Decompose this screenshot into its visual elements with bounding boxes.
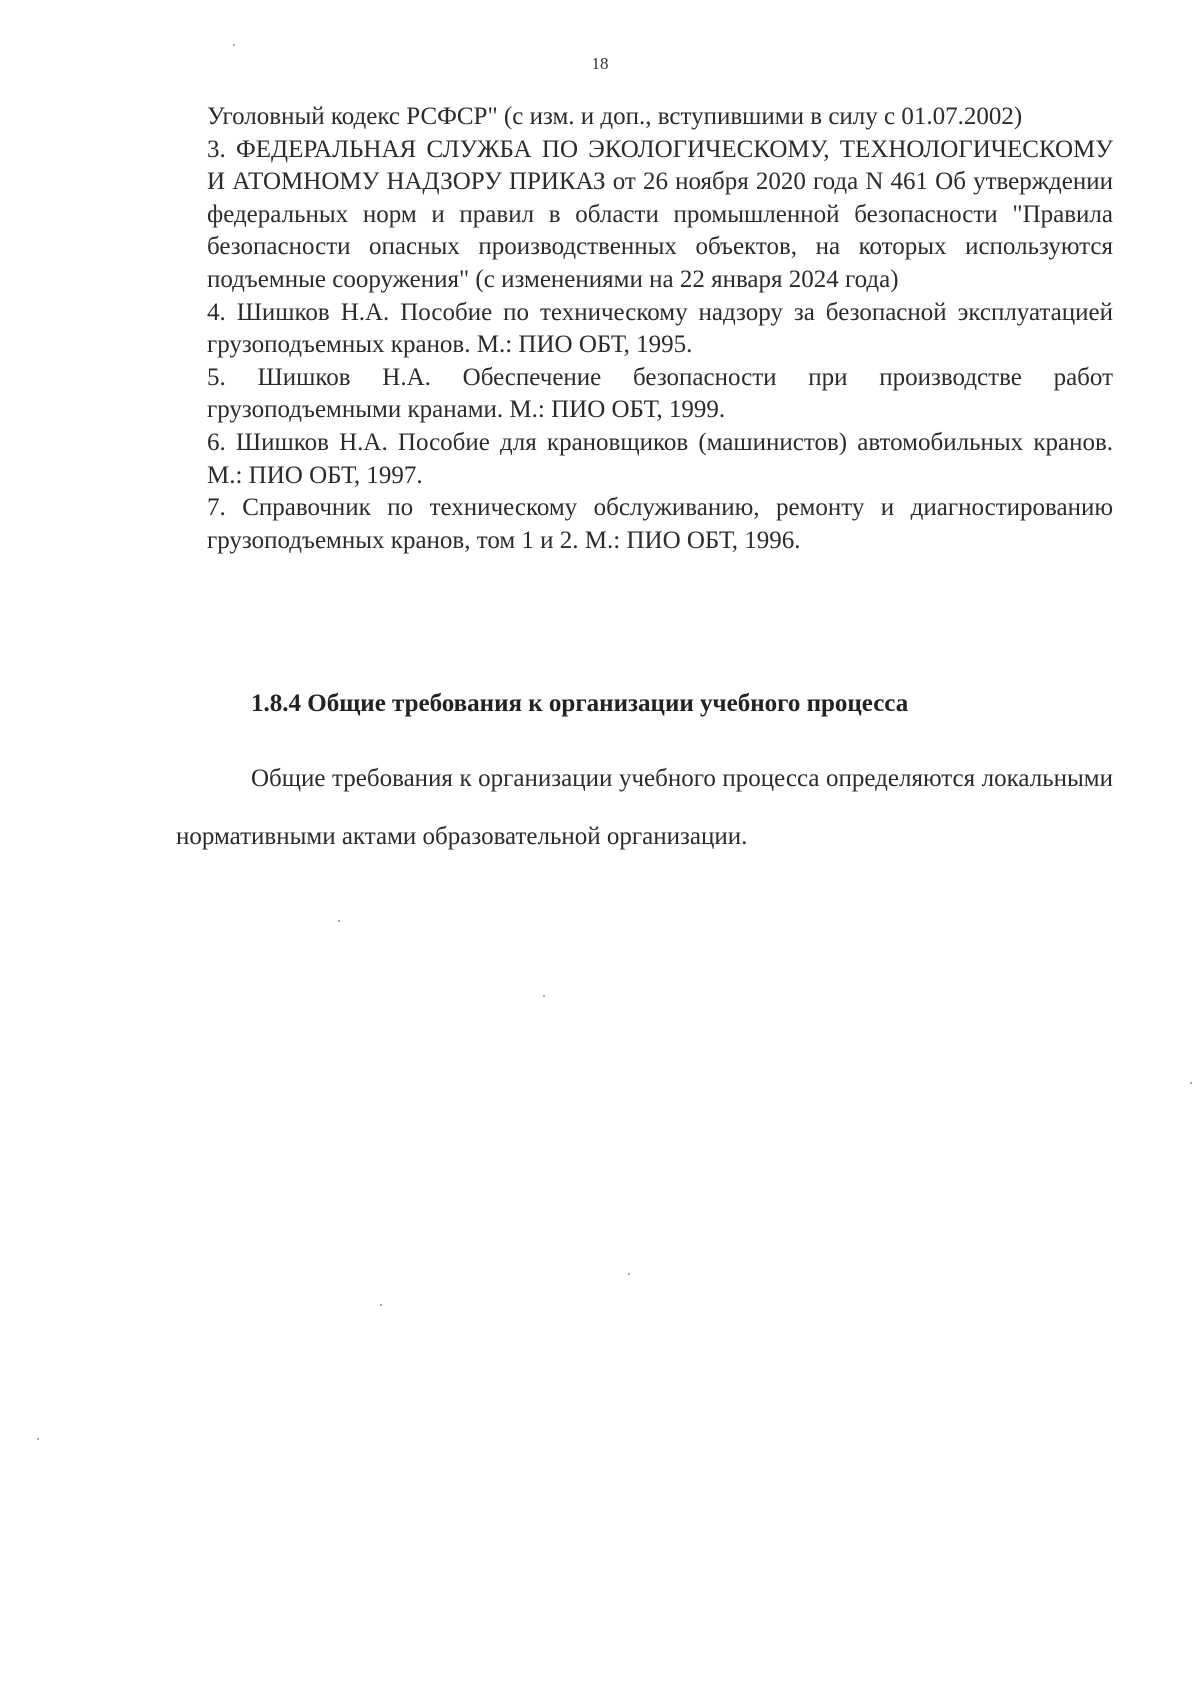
reference-item-3: 3. ФЕДЕРАЛЬНАЯ СЛУЖБА ПО ЭКОЛОГИЧЕСКОМУ, ТЕХНОЛОГИЧЕСКОМУ И АТОМНОМУ НАДЗОРУ ПРИКАЗ от 26 ноября 2020 года N 461 Об утверждении федеральных норм и правил в области промышленной безопасности "Правила безопасности опасных производственных объектов, на которых используются подъемные сооружения" (с изменениями на 22 января 2024 года) bbox=[207, 135, 1113, 293]
scan-speck bbox=[380, 1304, 382, 1306]
reference-item-5: 5. Шишков Н.А. Обеспечение безопасности при производстве работ грузоподъемными кранами. М.: ПИО ОБТ, 1999. bbox=[207, 363, 1113, 424]
section-heading: 1.8.4 Общие требования к организации учебного процесса bbox=[251, 690, 909, 717]
reference-list bbox=[207, 101, 1113, 557]
scan-speck bbox=[543, 995, 545, 997]
section-paragraph: Общие требования к организации учебного процесса определяются локальными нормативными актами образовательной организации. bbox=[176, 765, 1113, 850]
reference-item-6: 6. Шишков Н.А. Пособие для крановщиков (машинистов) автомобильных кранов. М.: ПИО ОБТ, 1997. bbox=[207, 428, 1113, 489]
reference-item-4: 4. Шишков Н.А. Пособие по техническому надзору за безопасной эксплуатацией грузоподъемных кранов. М.: ПИО ОБТ, 1995. bbox=[207, 298, 1113, 359]
scan-speck bbox=[233, 44, 235, 46]
scan-speck bbox=[1190, 1082, 1192, 1084]
scan-speck bbox=[37, 1438, 39, 1440]
reference-item-criminal-code: Уголовный кодекс РСФСР" (с изм. и доп., вступившими в силу с 01.07.2002) bbox=[207, 103, 1023, 130]
scan-speck bbox=[628, 1273, 630, 1275]
scan-speck bbox=[338, 920, 340, 922]
page-number: 18 bbox=[591, 54, 609, 73]
reference-item-7: 7. Справочник по техническому обслуживанию, ремонту и диагностированию грузоподъемных кранов, том 1 и 2. М.: ПИО ОБТ, 1996. bbox=[207, 494, 1113, 554]
